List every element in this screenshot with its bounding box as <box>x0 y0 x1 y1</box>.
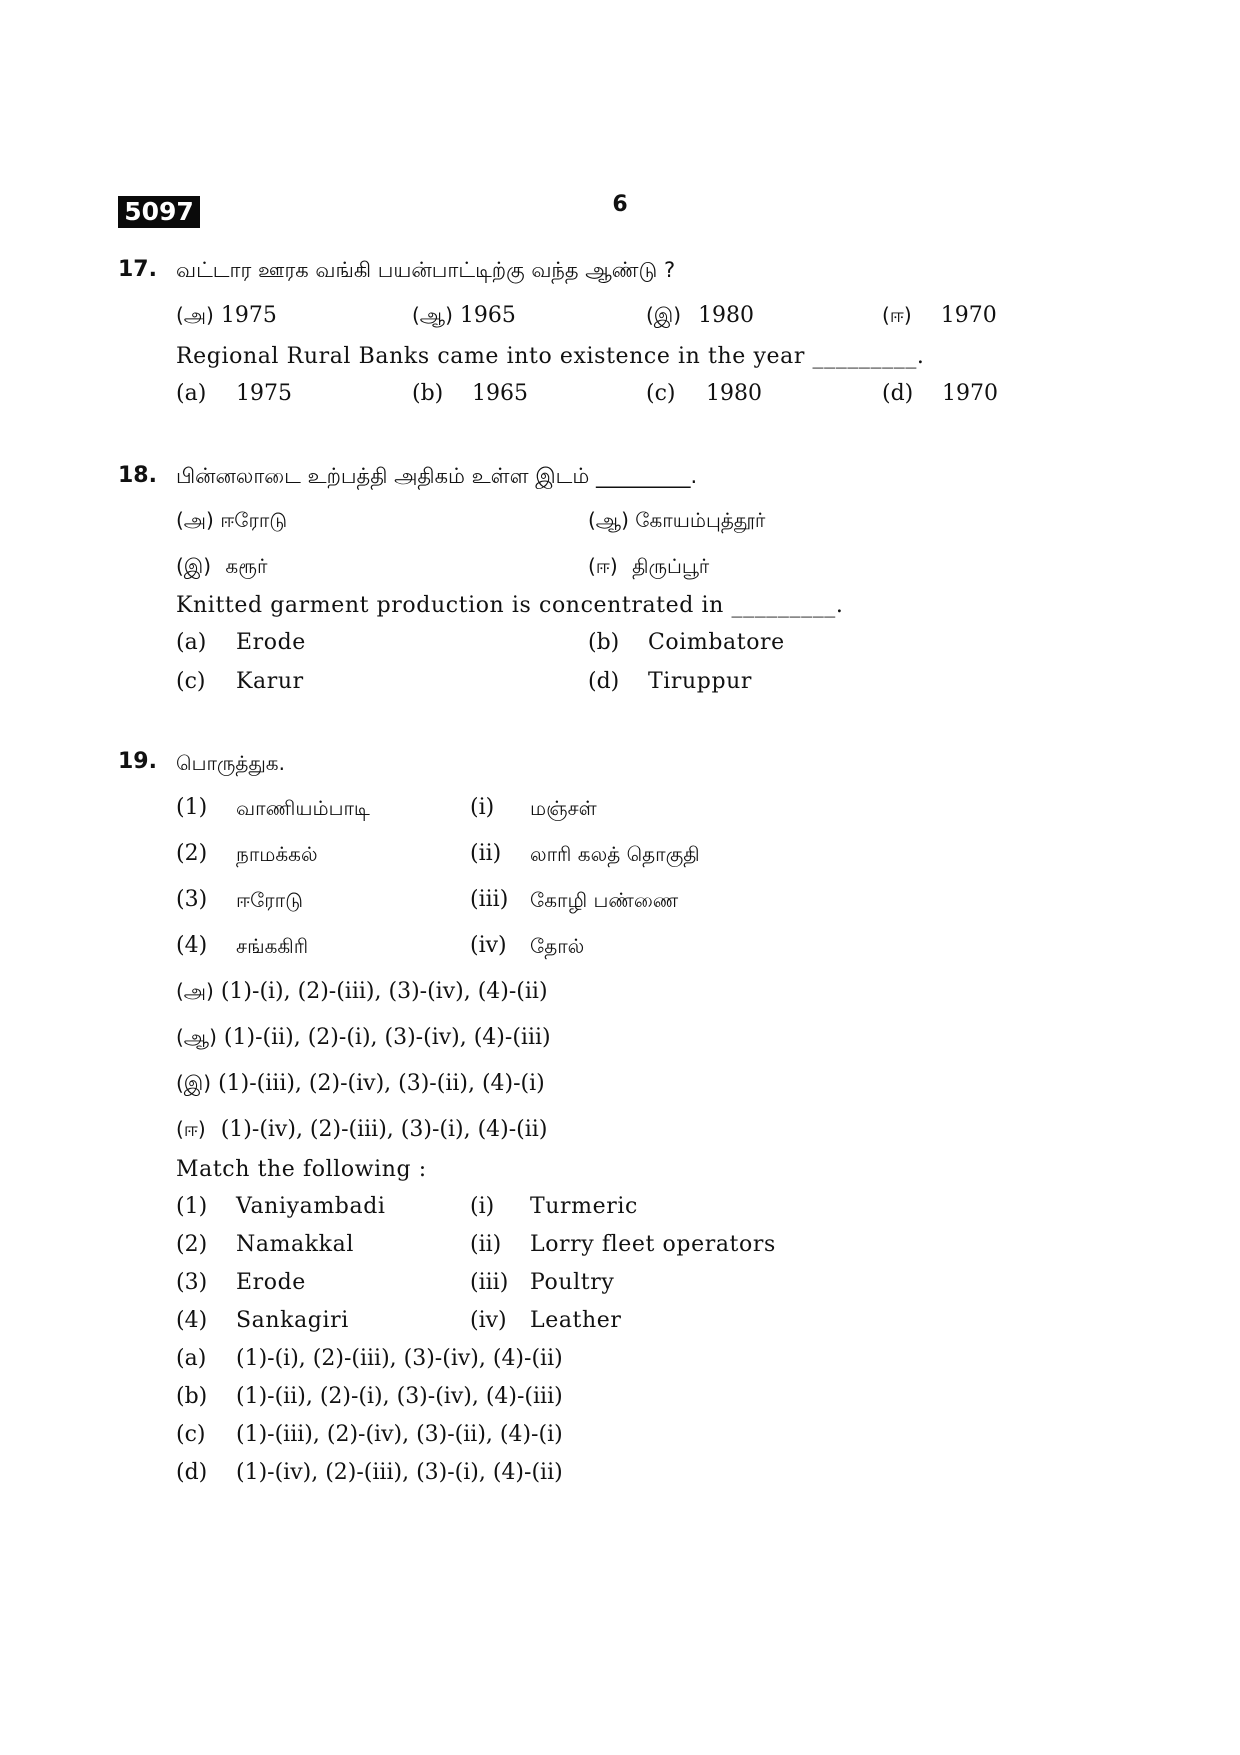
tamil-question-text: பின்னலாடை உற்பத்தி அதிகம் உள்ள இடம் _________. <box>176 464 698 488</box>
tamil-option-d[interactable] <box>176 1117 547 1144</box>
tamil-option-a[interactable] <box>176 303 277 330</box>
english-option-d-text[interactable]: (1)-(iv), (2)-(iii), (3)-(i), (4)-(ii) <box>236 1460 563 1485</box>
match-left-item: Vaniyambadi <box>236 1194 386 1219</box>
match-left-label: (2) <box>176 841 208 866</box>
match-right-item: Lorry fleet operators <box>530 1232 776 1257</box>
option-label: (இ) <box>176 554 212 578</box>
english-option-a-label: (a) <box>176 630 207 655</box>
match-right-label: (ii) <box>470 841 502 866</box>
english-option-c-label: (c) <box>646 381 676 406</box>
question-number: 18. <box>118 463 157 488</box>
match-left-label: (4) <box>176 933 208 958</box>
option-text: கரூர் <box>225 554 268 578</box>
option-text: கோயம்புத்தூர் <box>635 508 766 532</box>
tamil-option-a[interactable] <box>176 508 287 535</box>
option-text: (1)-(iii), (2)-(iv), (3)-(ii), (4)-(i) <box>218 1071 545 1096</box>
english-option-c-text[interactable]: 1980 <box>706 381 762 406</box>
english-question-text: Knitted garment production is concentrated in _________. <box>176 593 844 618</box>
option-label: (ஆ) <box>412 303 453 327</box>
option-text: திருப்பூர் <box>632 554 710 578</box>
english-option-b-label: (b) <box>176 1384 208 1409</box>
option-label: (ஆ) <box>588 508 629 532</box>
match-left-label: (1) <box>176 795 208 820</box>
option-text: 1980 <box>698 303 755 328</box>
match-left-label: (2) <box>176 1232 208 1257</box>
option-label: (ஈ) <box>588 554 618 578</box>
tamil-option-b[interactable] <box>176 1025 551 1052</box>
english-option-b-text[interactable]: (1)-(ii), (2)-(i), (3)-(iv), (4)-(iii) <box>236 1384 563 1409</box>
english-option-c-label: (c) <box>176 1422 206 1447</box>
tamil-option-b[interactable] <box>412 303 516 330</box>
english-option-b-label: (b) <box>588 630 620 655</box>
match-right-label: (ii) <box>470 1232 502 1257</box>
english-option-d-label: (d) <box>588 669 620 694</box>
match-left-item: Erode <box>236 1270 306 1295</box>
match-right-item: மஞ்சள் <box>530 796 597 820</box>
match-right-item: தோல் <box>530 934 585 958</box>
tamil-option-b[interactable] <box>588 508 765 535</box>
match-right-item: Poultry <box>530 1270 615 1295</box>
tamil-option-c[interactable] <box>176 554 267 581</box>
option-label: (அ) <box>176 979 214 1003</box>
question-number: 19. <box>118 749 157 774</box>
page-number: 6 <box>612 192 628 217</box>
english-option-c-text[interactable]: Karur <box>236 669 304 694</box>
match-right-label: (iii) <box>470 887 509 912</box>
match-right-label: (iv) <box>470 933 507 958</box>
english-option-a-label: (a) <box>176 381 207 406</box>
tamil-option-c[interactable] <box>176 1071 545 1098</box>
option-text: ஈரோடு <box>220 508 288 532</box>
option-label: (அ) <box>176 508 214 532</box>
english-option-d-text[interactable]: 1970 <box>942 381 998 406</box>
tamil-question-text: பொருத்துக. <box>176 751 285 775</box>
match-right-item: Leather <box>530 1308 622 1333</box>
tamil-option-d[interactable] <box>588 554 709 581</box>
option-text: 1965 <box>459 303 516 328</box>
match-left-item: சங்ககிரி <box>236 934 309 958</box>
match-right-item: கோழி பண்ணை <box>530 888 679 912</box>
english-question-text: Regional Rural Banks came into existence in the year _________. <box>176 344 925 369</box>
option-text: (1)-(iv), (2)-(iii), (3)-(i), (4)-(ii) <box>220 1117 548 1142</box>
tamil-option-d[interactable] <box>882 303 997 330</box>
match-left-item: Namakkal <box>236 1232 354 1257</box>
english-question-text: Match the following : <box>176 1157 427 1182</box>
option-text: 1975 <box>220 303 277 328</box>
match-left-item: வாணியம்பாடி <box>236 796 370 820</box>
match-left-label: (4) <box>176 1308 208 1333</box>
match-right-item: Turmeric <box>530 1194 638 1219</box>
english-option-a-text[interactable]: Erode <box>236 630 306 655</box>
match-left-label: (1) <box>176 1194 208 1219</box>
option-label: (ஈ) <box>882 303 912 327</box>
match-right-label: (i) <box>470 1194 495 1219</box>
question-paper-code: 5097 <box>118 196 200 228</box>
tamil-question-text: வட்டார ஊரக வங்கி பயன்பாட்டிற்கு வந்த ஆண்டு ? <box>176 258 676 282</box>
english-option-d-label: (d) <box>882 381 914 406</box>
match-right-label: (iv) <box>470 1308 507 1333</box>
english-option-c-label: (c) <box>176 669 206 694</box>
english-option-b-label: (b) <box>412 381 444 406</box>
english-option-a-text[interactable]: (1)-(i), (2)-(iii), (3)-(iv), (4)-(ii) <box>236 1346 563 1371</box>
match-left-label: (3) <box>176 1270 208 1295</box>
option-label: (ஈ) <box>176 1117 206 1141</box>
english-option-a-label: (a) <box>176 1346 207 1371</box>
option-label: (ஆ) <box>176 1025 217 1049</box>
english-option-c-text[interactable]: (1)-(iii), (2)-(iv), (3)-(ii), (4)-(i) <box>236 1422 563 1447</box>
english-option-b-text[interactable]: Coimbatore <box>648 630 785 655</box>
question-number: 17. <box>118 257 157 282</box>
tamil-option-c[interactable] <box>646 303 754 330</box>
match-left-item: ஈரோடு <box>236 888 303 912</box>
english-option-d-text[interactable]: Tiruppur <box>648 669 753 694</box>
tamil-option-a[interactable] <box>176 979 548 1006</box>
english-option-a-text[interactable]: 1975 <box>236 381 292 406</box>
match-right-item: லாரி கலத் தொகுதி <box>530 842 700 866</box>
english-option-b-text[interactable]: 1965 <box>472 381 528 406</box>
option-text: (1)-(ii), (2)-(i), (3)-(iv), (4)-(iii) <box>223 1025 551 1050</box>
match-left-item: Sankagiri <box>236 1308 349 1333</box>
match-right-label: (i) <box>470 795 495 820</box>
option-label: (இ) <box>176 1071 212 1095</box>
match-left-item: நாமக்கல் <box>236 842 318 866</box>
option-text: (1)-(i), (2)-(iii), (3)-(iv), (4)-(ii) <box>220 979 548 1004</box>
option-text: 1970 <box>940 303 997 328</box>
option-label: (அ) <box>176 303 214 327</box>
match-right-label: (iii) <box>470 1270 509 1295</box>
english-option-d-label: (d) <box>176 1460 208 1485</box>
match-left-label: (3) <box>176 887 208 912</box>
option-label: (இ) <box>646 303 682 327</box>
